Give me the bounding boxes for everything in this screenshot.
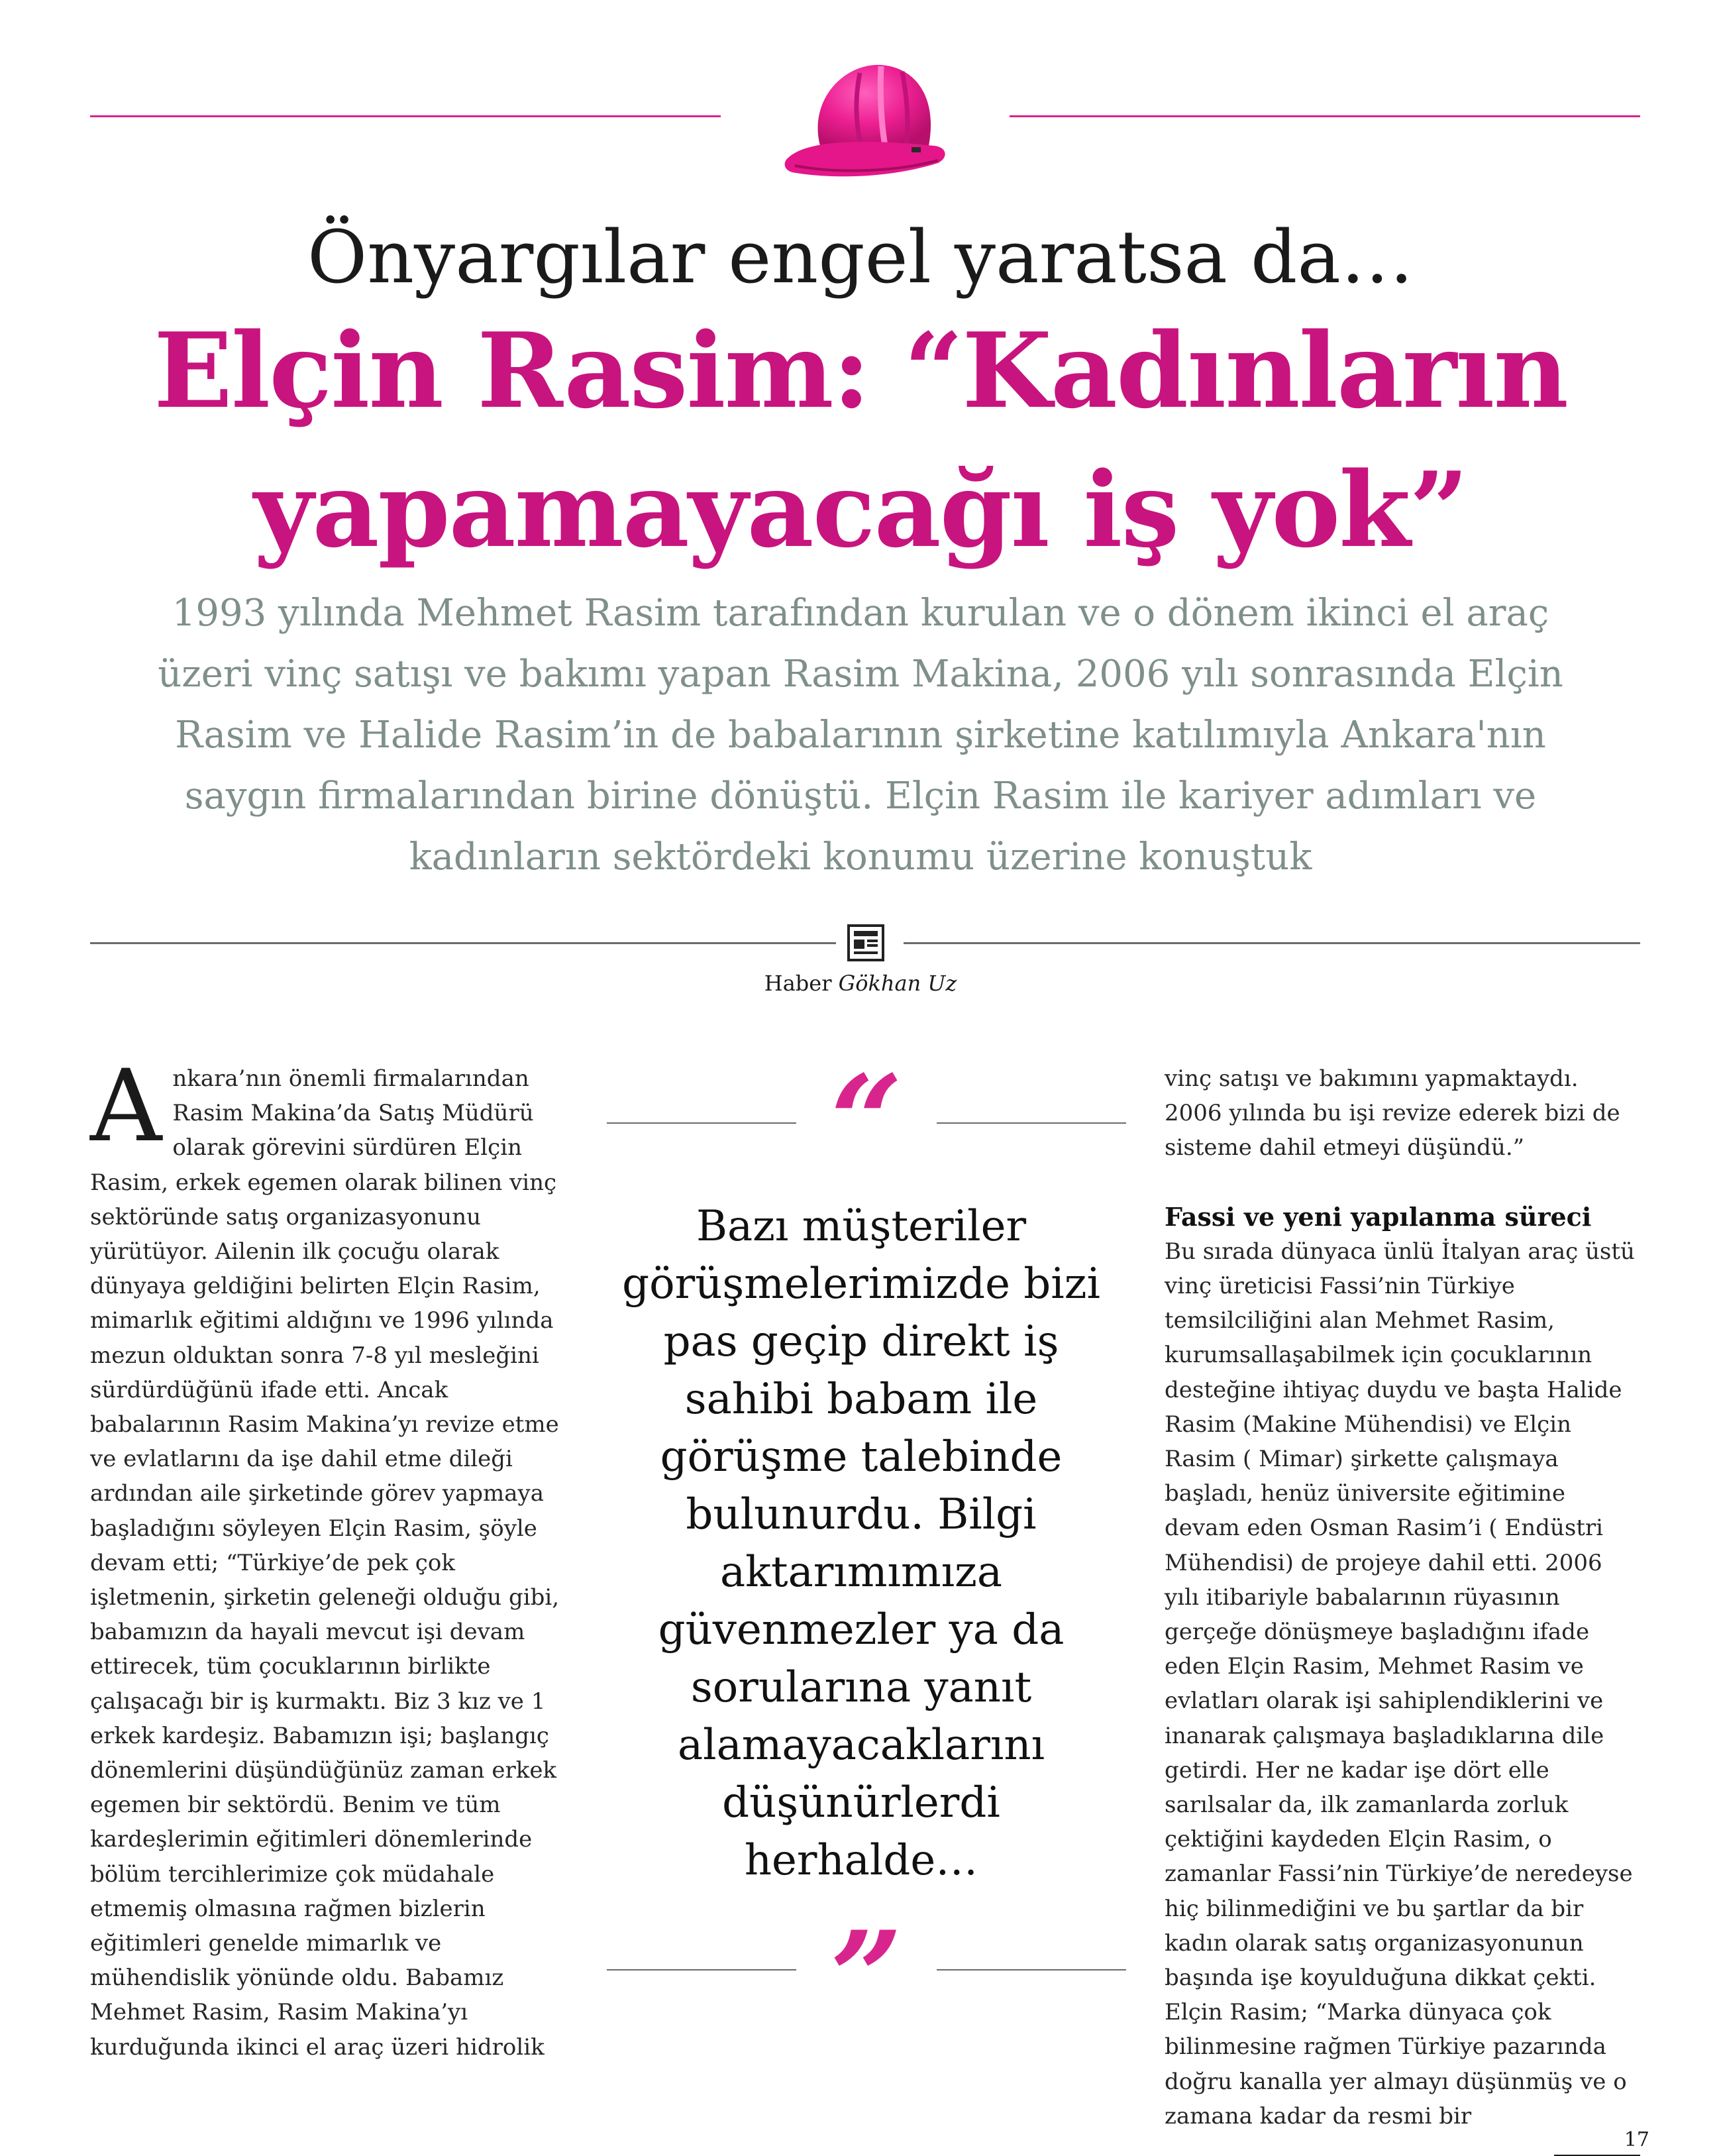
kicker: Önyargılar engel yaratsa da…	[307, 215, 1414, 299]
headline-line-2: yapamayacağı iş yok”	[253, 449, 1468, 570]
subhead: Fassi ve yeni yapılanma süreci	[1165, 1201, 1592, 1232]
pullquote-text: Bazı müşteriler görüşmelerimizde bizi pas geçip direkt iş sahibi babam ile görüşme talebinde bulunurdu. Bilgi aktarımımıza güvenmezler ya da sorularına yanıt alamayacaklarını düşünürlerdi herhalde…	[622, 1202, 1100, 1885]
pullquote-rule-bottom-left	[607, 1969, 796, 1970]
headline-line-1: Elçin Rasim: “Kadınların	[154, 310, 1567, 431]
byline	[0, 970, 1721, 997]
top-rule-right	[1010, 115, 1640, 117]
newspaper-icon	[847, 924, 885, 962]
byline-author: Gökhan Uz	[838, 971, 957, 996]
pullquote-rule-bottom-right	[937, 1969, 1126, 1970]
quote-close-mark: ”	[830, 1904, 903, 2051]
col1-text: nkara’nın önemli firmalarından Rasim Makina’da Satış Müdürü olarak görevini sürdüren Elçin Rasim, erkek egemen olarak bilinen vinç sektöründe satış organizasyonunu yürütüyor. Ailenin ilk çocuğu olarak dünyaya geldiğini belirten Elçin Rasim, mimarlık eğitimi aldığını ve 1996 yılında mezun olduktan sonra 7-8 yıl mesleğini sürdürdüğünü ifade etti. Ancak babalarının Rasim Makina’yı revize etme ve evlatlarını da işe dahil etme dileği ardından aile şirketinde görev yapmaya başladığını söyleyen Elçin Rasim, şöyle devam etti; “Türkiye’de pek çok işletmenin, şirketin geleneği olduğu gibi, babamızın da hayali mevcut işi devam ettirecek, tüm çocuklarının birlikte çalışacağı bir iş kurmaktı. Biz 3 kız ve 1 erkek kardeşiz. Babamızın işi; başlangıç dönemlerini düşündüğünüz zaman erkek egemen bir sektördü. Benim ve tüm kardeşlerimin eğitimleri dönemlerinde bölüm tercihlerimize çok müdahale etmemiş olmasına rağmen bizlerin eğitimleri genelde mimarlık ve mühendislik yönünde oldu. Babamız Mehmet Rasim, Rasim Makina’yı kurduğunda ikinci el araç üzeri hidrolik	[90, 1065, 560, 2061]
byline-rule-right	[904, 942, 1640, 944]
lead-paragraph: 1993 yılında Mehmet Rasim tarafından kurulan ve o dönem ikinci el araç üzeri vinç satışı ve bakımı yapan Rasim Makina, 2006 yılı sonrasında Elçin Rasim ve Halide Rasim’in de babalarının şirketine katılımıyla Ankara'nın saygın firmalarından birine dönüştü. Elçin Rasim ile kariyer adımları ve kadınların sektördeki konumu üzerine konuştuk	[158, 592, 1563, 879]
page-number: 17	[1624, 2128, 1649, 2151]
col3-spacer	[1165, 1165, 1636, 1200]
quote-open-mark: “	[830, 1048, 903, 1195]
col3-paragraph-2: Bu sırada dünyaca ünlü İtalyan araç üstü vinç üreticisi Fassi’nin Türkiye temsilciliğini alan Mehmet Rasim, kurumsallaşabilmek için çocuklarının desteğine ihtiyaç duydu ve başta Halide Rasim (Makine Mühendisi) ve Elçin Rasim ( Mimar) şirkette çalışmaya başladı, henüz üniversite eğitimine devam eden Osman Rasim’i ( Endüstri Mühendisi) de projeye dahil etti. 2006 yılı itibariyle babalarının rüyasının gerçeğe dönüşmeye başladığını ifade eden Elçin Rasim, Mehmet Rasim ve evlatları olarak işi sahiplendiklerini ve inanarak çalışmaya başladıklarına dile getirdi. Her ne kadar işe dört elle sarılsalar da, ilk zamanlarda zorluk çektiğini kaydeden Elçin Rasim, o zamanlar Fassi’nin Türkiye’de neredeyse hiç bilinmediğini ve bu şartlar da bir kadın olarak satış organizasyonunun başında işe koyulduğuna dikkat çekti. Elçin Rasim; “Marka dünyaca çok bilinmesine rağmen Türkiye pazarında doğru kanalla yer almayı düşünmüş ve o zamana kadar da resmi bir	[1165, 1238, 1635, 2129]
body-column-1	[90, 1049, 562, 2065]
pullquote-rule-top-right	[937, 1122, 1126, 1124]
col3-paragraph-1: vinç satışı ve bakımını yapmaktaydı. 2006 yılında bu işi revize ederek bizi de sisteme dahil etmeyi düşündü.”	[1165, 1065, 1620, 1161]
top-rule-left	[90, 115, 721, 117]
pullquote-rule-top-left	[607, 1122, 796, 1124]
byline-rule-left	[90, 942, 836, 944]
dropcap: A	[90, 1049, 162, 1164]
body-column-3	[1165, 1061, 1636, 2133]
byline-label: Haber	[764, 971, 832, 996]
hard-hat-icon	[782, 46, 954, 186]
headline	[66, 301, 1655, 580]
